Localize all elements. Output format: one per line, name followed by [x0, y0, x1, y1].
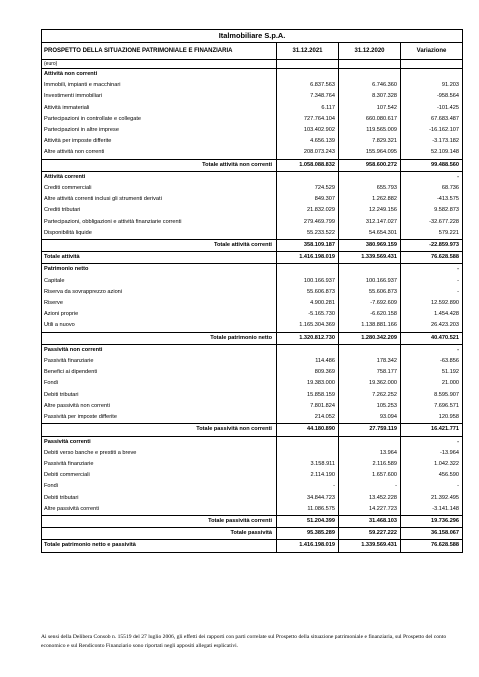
- table-row: [42, 493, 463, 504]
- column-header-2021: 31.12.2021: [277, 43, 339, 60]
- unit-label: (euro): [42, 60, 277, 69]
- value-2021: 849.307: [277, 194, 339, 205]
- value-2020: 19.362.000: [339, 378, 401, 389]
- value-2020: 7.829.321: [339, 136, 401, 147]
- value-variation: -958.564: [401, 91, 463, 102]
- value-2021: 3.158.911: [277, 459, 339, 470]
- footnote: Ai sensi della Delibera Consob n. 15519 del 27 luglio 2006, gli effetti dei rapporti con parti correlate sul Prospetto della situazione patrimoniale e finanziaria, sul Prospetto del conto economico e sul Rendiconto Finanziario sono riportati negli appositi allegati esplicativi.: [41, 634, 447, 649]
- table-row: [42, 183, 463, 194]
- value-variation: -101.425: [401, 103, 463, 114]
- row-label: Totale attività non correnti: [42, 159, 277, 171]
- value-2020: 660.080.617: [339, 114, 401, 125]
- value-2020: 14.227.723: [339, 504, 401, 516]
- value-2020: 6.746.360: [339, 80, 401, 91]
- value-variation: -: [401, 276, 463, 287]
- table-row: [42, 448, 463, 459]
- section-row: [42, 264, 463, 276]
- row-label: Immobili, impianti e macchinari: [42, 80, 277, 91]
- value-variation: 12.592.890: [401, 298, 463, 309]
- value-2021: 44.180.890: [277, 424, 339, 436]
- value-variation: 579.221: [401, 228, 463, 240]
- value-2021: 34.844.723: [277, 493, 339, 504]
- table-row: [42, 470, 463, 481]
- table-row: [42, 412, 463, 424]
- value-2021: 4.656.139: [277, 136, 339, 147]
- value-2021: 1.320.812.730: [277, 332, 339, 344]
- value-2021: 15.858.159: [277, 390, 339, 401]
- value-2020: 958.600.272: [339, 159, 401, 171]
- value-2020: 380.969.159: [339, 240, 401, 252]
- table-row: [42, 125, 463, 136]
- balance-sheet: [41, 29, 462, 553]
- value-2020: 1.339.569.431: [339, 252, 401, 264]
- value-2021: [277, 264, 339, 276]
- value-2020: 12.249.156: [339, 205, 401, 216]
- table-row: [42, 136, 463, 147]
- value-2020: 7.262.252: [339, 390, 401, 401]
- value-2021: 724.529: [277, 183, 339, 194]
- row-label: Passività non correnti: [42, 344, 277, 356]
- company-row: [42, 30, 463, 43]
- table-row: [42, 390, 463, 401]
- value-2021: 1.416.198.019: [277, 540, 339, 552]
- value-variation: 120.958: [401, 412, 463, 424]
- table-row: [42, 481, 463, 492]
- value-2020: 178.342: [339, 356, 401, 367]
- row-label: Attività per imposte differite: [42, 136, 277, 147]
- value-2021: [277, 69, 339, 81]
- row-label: Altre attività non correnti: [42, 147, 277, 159]
- value-2021: [277, 171, 339, 183]
- value-2021: [277, 436, 339, 448]
- value-variation: -3.173.182: [401, 136, 463, 147]
- value-variation: 40.470.521: [401, 332, 463, 344]
- value-2021: 11.086.575: [277, 504, 339, 516]
- row-label: Disponibilità liquide: [42, 228, 277, 240]
- row-label: Altre passività correnti: [42, 504, 277, 516]
- table-row: [42, 276, 463, 287]
- row-label: Totale attività correnti: [42, 240, 277, 252]
- value-2021: 51.204.399: [277, 515, 339, 527]
- value-2021: 1.416.198.019: [277, 252, 339, 264]
- value-variation: 36.158.067: [401, 528, 463, 540]
- value-2021: 1.058.088.832: [277, 159, 339, 171]
- total-row: [42, 515, 463, 527]
- total-row: [42, 159, 463, 171]
- row-label: Passività per imposte differite: [42, 412, 277, 424]
- value-2021: 4.900.281: [277, 298, 339, 309]
- value-variation: 21.000: [401, 378, 463, 389]
- table-row: [42, 194, 463, 205]
- value-variation: -13.964: [401, 448, 463, 459]
- table-row: [42, 378, 463, 389]
- row-label: Totale patrimonio netto e passività: [42, 540, 277, 552]
- value-variation: -3.141.148: [401, 504, 463, 516]
- column-header-2020: 31.12.2020: [339, 43, 401, 60]
- grand-row: [42, 540, 463, 552]
- row-label: Crediti commerciali: [42, 183, 277, 194]
- value-2020: 1.657.600: [339, 470, 401, 481]
- value-2020: 13.964: [339, 448, 401, 459]
- value-2020: [339, 171, 401, 183]
- value-variation: 9.582.873: [401, 205, 463, 216]
- row-label: Totale passività correnti: [42, 515, 277, 527]
- value-2021: [277, 344, 339, 356]
- row-label: Totale patrimonio netto: [42, 332, 277, 344]
- value-variation: -: [401, 436, 463, 448]
- value-2020: 31.468.103: [339, 515, 401, 527]
- value-variation: -22.859.973: [401, 240, 463, 252]
- value-variation: -: [401, 287, 463, 298]
- value-2020: [339, 264, 401, 276]
- value-variation: -: [401, 171, 463, 183]
- value-variation: 456.590: [401, 470, 463, 481]
- column-header-variation: Variazione: [401, 43, 463, 60]
- value-2021: 6.117: [277, 103, 339, 114]
- value-2020: 155.964.095: [339, 147, 401, 159]
- table-row: [42, 228, 463, 240]
- row-label: Riserva da sovrapprezzo azioni: [42, 287, 277, 298]
- value-2020: 1.280.342.209: [339, 332, 401, 344]
- row-label: Passività finanziarie: [42, 356, 277, 367]
- grand-row: [42, 252, 463, 264]
- row-label: Crediti tributari: [42, 205, 277, 216]
- value-2021: 95.385.289: [277, 528, 339, 540]
- value-variation: 68.736: [401, 183, 463, 194]
- value-2020: 8.307.328: [339, 91, 401, 102]
- value-variation: 1.454.428: [401, 309, 463, 320]
- unit-row: [42, 60, 463, 69]
- value-2021: 55.233.522: [277, 228, 339, 240]
- table-row: [42, 356, 463, 367]
- row-label: Attività immateriali: [42, 103, 277, 114]
- value-2021: 6.837.563: [277, 80, 339, 91]
- value-2021: 1.165.304.369: [277, 320, 339, 332]
- value-2021: 208.073.243: [277, 147, 339, 159]
- row-label: Riserve: [42, 298, 277, 309]
- table-row: [42, 504, 463, 516]
- row-label: Partecipazioni in altre imprese: [42, 125, 277, 136]
- balance-sheet-table: [41, 29, 463, 553]
- row-label: Fondi: [42, 481, 277, 492]
- value-2021: 114.486: [277, 356, 339, 367]
- value-2020: -: [339, 481, 401, 492]
- table-row: [42, 320, 463, 332]
- total-row: [42, 332, 463, 344]
- value-variation: 52.109.148: [401, 147, 463, 159]
- value-variation: -63.856: [401, 356, 463, 367]
- row-label: Investimenti immobiliari: [42, 91, 277, 102]
- value-variation: -16.162.107: [401, 125, 463, 136]
- value-variation: 26.423.203: [401, 320, 463, 332]
- row-label: Patrimonio netto: [42, 264, 277, 276]
- table-row: [42, 91, 463, 102]
- value-2020: 100.166.937: [339, 276, 401, 287]
- value-2021: 2.114.190: [277, 470, 339, 481]
- value-2020: 54.654.301: [339, 228, 401, 240]
- row-label: Totale attività: [42, 252, 277, 264]
- row-label: Fondi: [42, 378, 277, 389]
- value-2021: 279.469.799: [277, 217, 339, 228]
- value-2020: -7.692.609: [339, 298, 401, 309]
- value-2021: -5.165.730: [277, 309, 339, 320]
- table-body: [42, 69, 463, 553]
- total-row: [42, 424, 463, 436]
- value-2020: 27.759.119: [339, 424, 401, 436]
- value-2021: 21.832.029: [277, 205, 339, 216]
- table-row: [42, 205, 463, 216]
- total-row: [42, 528, 463, 540]
- value-2021: 727.764.104: [277, 114, 339, 125]
- section-row: [42, 69, 463, 81]
- row-label: Altre attività correnti inclusi gli strumenti derivati: [42, 194, 277, 205]
- table-row: [42, 367, 463, 378]
- row-label: Debiti verso banche e prestiti a breve: [42, 448, 277, 459]
- row-label: Utili a nuovo: [42, 320, 277, 332]
- table-row: [42, 459, 463, 470]
- value-variation: -32.677.228: [401, 217, 463, 228]
- value-2020: -6.620.158: [339, 309, 401, 320]
- table-row: [42, 103, 463, 114]
- value-2021: 19.383.000: [277, 378, 339, 389]
- value-variation: 76.628.588: [401, 540, 463, 552]
- value-2020: 105.253: [339, 401, 401, 412]
- value-variation: 76.628.588: [401, 252, 463, 264]
- row-label: Azioni proprie: [42, 309, 277, 320]
- value-2020: [339, 69, 401, 81]
- section-row: [42, 171, 463, 183]
- row-label: Partecipazioni in controllate e collegate: [42, 114, 277, 125]
- value-variation: -: [401, 481, 463, 492]
- value-2020: 55.606.873: [339, 287, 401, 298]
- row-label: Benefici ai dipendenti: [42, 367, 277, 378]
- row-label: Passività finanziarie: [42, 459, 277, 470]
- table-row: [42, 217, 463, 228]
- value-2021: -: [277, 481, 339, 492]
- header-row: [42, 43, 463, 60]
- value-variation: 91.203: [401, 80, 463, 91]
- table-row: [42, 298, 463, 309]
- value-2020: 758.177: [339, 367, 401, 378]
- value-2021: 103.402.902: [277, 125, 339, 136]
- value-2020: 119.565.009: [339, 125, 401, 136]
- row-label: Attività correnti: [42, 171, 277, 183]
- value-2020: 2.116.589: [339, 459, 401, 470]
- value-variation: 99.488.560: [401, 159, 463, 171]
- value-variation: -413.575: [401, 194, 463, 205]
- row-label: Partecipazioni, obbligazioni e attività finanziarie correnti: [42, 217, 277, 228]
- section-row: [42, 436, 463, 448]
- row-label: Totale passività: [42, 528, 277, 540]
- section-row: [42, 344, 463, 356]
- value-variation: 67.683.487: [401, 114, 463, 125]
- value-2020: [339, 344, 401, 356]
- value-variation: 8.595.907: [401, 390, 463, 401]
- company-name: Italmobiliare S.p.A.: [42, 30, 463, 43]
- value-2021: 358.109.187: [277, 240, 339, 252]
- value-variation: 21.392.495: [401, 493, 463, 504]
- value-variation: 51.192: [401, 367, 463, 378]
- value-2020: 13.452.228: [339, 493, 401, 504]
- value-2021: 809.369: [277, 367, 339, 378]
- value-2021: 7.348.764: [277, 91, 339, 102]
- row-label: Debiti tributari: [42, 493, 277, 504]
- value-2020: 1.339.569.431: [339, 540, 401, 552]
- row-label: Totale passività non correnti: [42, 424, 277, 436]
- table-row: [42, 147, 463, 159]
- value-variation: -: [401, 264, 463, 276]
- value-2021: 7.801.824: [277, 401, 339, 412]
- table-row: [42, 114, 463, 125]
- value-variation: [401, 69, 463, 81]
- row-label: Passività correnti: [42, 436, 277, 448]
- value-2020: [339, 436, 401, 448]
- value-2020: 59.227.222: [339, 528, 401, 540]
- statement-title: PROSPETTO DELLA SITUAZIONE PATRIMONIALE E FINANZIARIA: [42, 43, 277, 60]
- value-2020: 655.793: [339, 183, 401, 194]
- value-variation: 19.736.296: [401, 515, 463, 527]
- row-label: Capitale: [42, 276, 277, 287]
- value-2021: 100.166.937: [277, 276, 339, 287]
- value-2020: 1.138.881.166: [339, 320, 401, 332]
- value-2021: 214.052: [277, 412, 339, 424]
- row-label: Attività non correnti: [42, 69, 277, 81]
- value-variation: 1.042.322: [401, 459, 463, 470]
- value-2021: 55.606.873: [277, 287, 339, 298]
- table-row: [42, 80, 463, 91]
- value-2020: 93.094: [339, 412, 401, 424]
- table-row: [42, 401, 463, 412]
- row-label: Altre passività non correnti: [42, 401, 277, 412]
- value-2021: [277, 448, 339, 459]
- row-label: Debiti commerciali: [42, 470, 277, 481]
- total-row: [42, 240, 463, 252]
- value-variation: 7.696.571: [401, 401, 463, 412]
- value-variation: 16.421.771: [401, 424, 463, 436]
- table-row: [42, 309, 463, 320]
- value-2020: 107.542: [339, 103, 401, 114]
- row-label: Debiti tributari: [42, 390, 277, 401]
- value-2020: 1.262.882: [339, 194, 401, 205]
- value-variation: -: [401, 344, 463, 356]
- table-row: [42, 287, 463, 298]
- value-2020: 312.147.027: [339, 217, 401, 228]
